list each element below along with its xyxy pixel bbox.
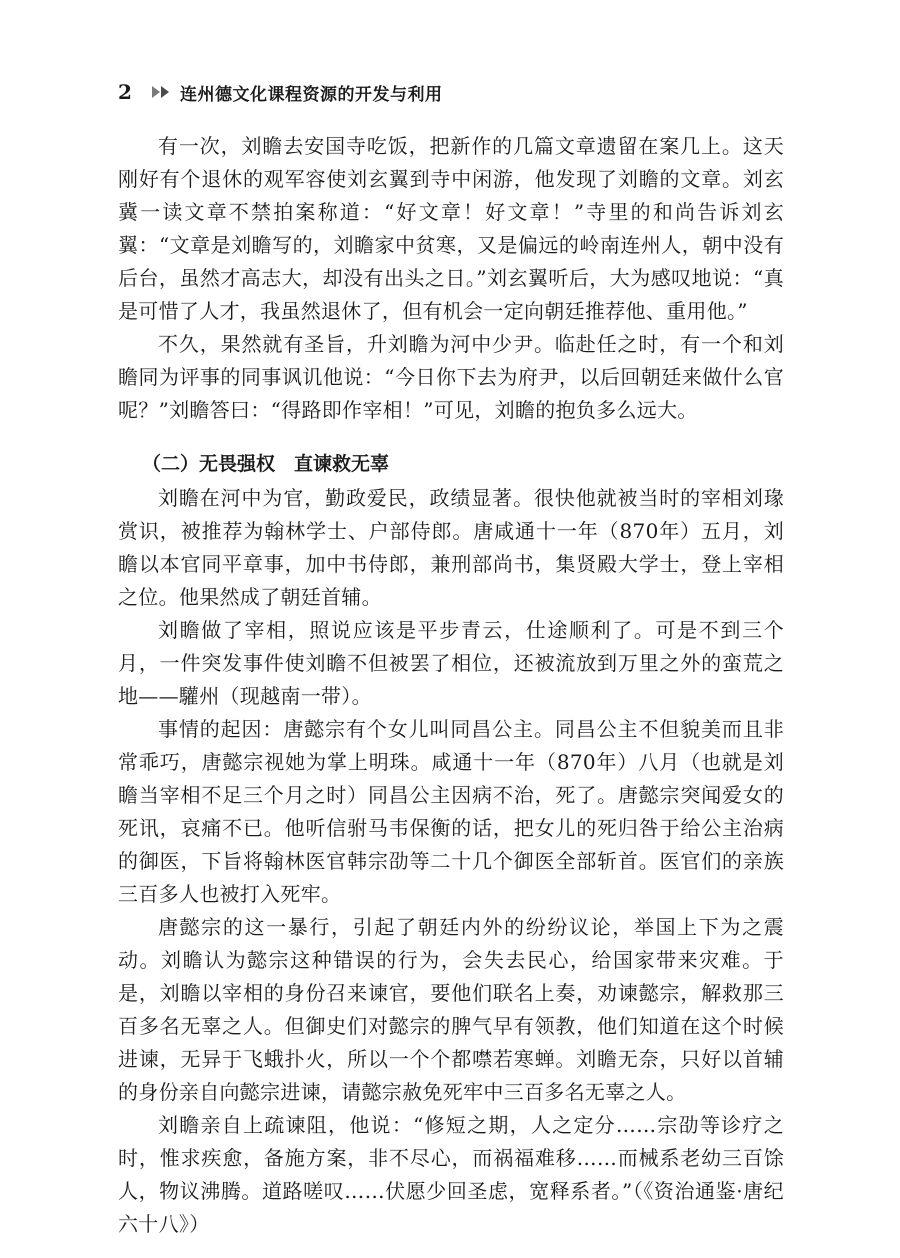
paragraph: 刘瞻做了宰相，照说应该是平步青云，仕途顺利了。可是不到三个月，一件突发事件使刘瞻不但被罢了相位，还被流放到万里之外的蛮荒之地——驩州（现越南一带）。 xyxy=(118,618,784,708)
paragraph: 刘瞻在河中为官，勤政爱民，政绩显著。很快他就被当时的宰相刘瑑赏识，被推荐为翰林学士、户部侍郎。唐咸通十一年（870年）五月，刘瞻以本官同平章事，加中书侍郎，兼刑部尚书，集贤殿大学士，登上宰相之位。他果然成了朝廷首辅。 xyxy=(118,486,784,609)
paragraph: 唐懿宗的这一暴行，引起了朝廷内外的纷纷议论，举国上下为之震动。刘瞻认为懿宗这种错误的行为，会失去民心，给国家带来灾难。于是，刘瞻以宰相的身份召来谏官，要他们联名上奏，劝谏懿宗，解救那三百多名无辜之人。但御史们对懿宗的脾气早有领教，他们知道在这个时候进谏，无异于飞蛾扑火，所以一个个都噤若寒蝉。刘瞻无奈，只好以首辅的身份亲自向懿宗进谏，请懿宗赦免死牢中三百多名无辜之人。 xyxy=(118,915,784,1104)
book-title: 连州德文化课程资源的开发与利用 xyxy=(180,84,443,105)
paragraph: 不久，果然就有圣旨，升刘瞻为河中少尹。临赴任之时，有一个和刘瞻同为评事的同事讽讥他说：“今日你下去为府尹，以后回朝廷来做什么官呢？”刘瞻答曰：“得路即作宰相！”可见，刘瞻的抱负多么远大。 xyxy=(118,332,784,422)
paragraph: 事情的起因：唐懿宗有个女儿叫同昌公主。同昌公主不但貌美而且非常乖巧，唐懿宗视她为掌上明珠。咸通十一年（870年）八月（也就是刘瞻当宰相不足三个月之时）同昌公主因病不治，死了。唐懿宗突闻爱女的死讯，哀痛不已。他听信驸马韦保衡的话，把女儿的死归咎于给公主治病的御医，下旨将翰林医官韩宗劭等二十几个御医全部斩首。医官们的亲族三百多人也被打入死牢。 xyxy=(118,717,784,906)
running-header xyxy=(118,78,443,106)
section-heading: （二）无畏强权 直谏救无辜 xyxy=(142,453,390,475)
page-number: 2 xyxy=(118,80,132,104)
paragraph: 有一次，刘瞻去安国寺吃饭，把新作的几篇文章遗留在案几上。这天刚好有个退休的观军容使刘玄翼到寺中闲游，他发现了刘瞻的文章。刘玄冀一读文章不禁拍案称道：“好文章！好文章！”寺里的和尚告诉刘玄翼：“文章是刘瞻写的，刘瞻家中贫寒，又是偏远的岭南连州人，朝中没有后台，虽然才高志大，却没有出头之日。”刘玄翼听后，大为感叹地说：“真是可惜了人才，我虽然退休了，但有机会一定向朝廷推荐他、重用他。” xyxy=(118,134,784,323)
double-arrow-icon xyxy=(152,86,170,98)
body-text xyxy=(118,130,784,1241)
paragraph: 刘瞻亲自上疏谏阻，他说：“修短之期，人之定分……宗劭等诊疗之时，惟求疾愈，备施方案，非不尽心，而祸福难移……而械系老幼三百馀人，物议沸腾。道路嗟叹……伏愿少回圣虑，宽释系者。”（《资治通鉴·唐纪六十八》） xyxy=(118,1113,784,1236)
